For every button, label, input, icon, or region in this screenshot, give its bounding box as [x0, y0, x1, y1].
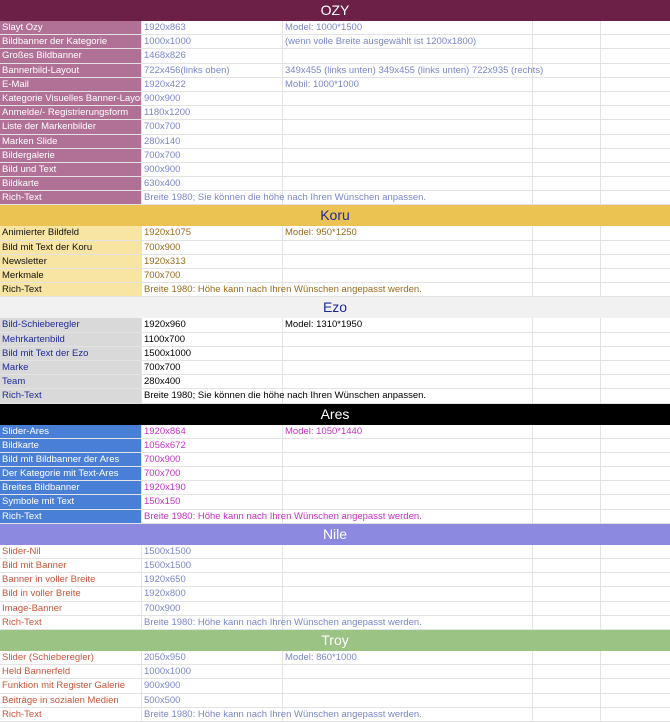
cell[interactable] [533, 92, 601, 105]
cell[interactable] [283, 135, 533, 148]
cell[interactable] [533, 375, 601, 388]
section-header[interactable]: Nile [0, 524, 670, 545]
cell[interactable]: 700x900 [142, 241, 283, 254]
row-label-cell[interactable]: Bild und Text [0, 163, 142, 176]
cell[interactable] [601, 495, 670, 508]
table-row [0, 510, 670, 524]
cell[interactable]: 1920x650 [142, 573, 283, 586]
cell[interactable]: Breite 1980: Höhe kann nach Ihren Wünschen angepasst werden. [144, 616, 422, 628]
cell[interactable]: 700x700 [142, 269, 283, 282]
cell[interactable] [283, 453, 533, 466]
cell[interactable]: 1920x864 [142, 425, 283, 438]
cell[interactable] [533, 545, 601, 558]
cell[interactable] [283, 573, 533, 586]
row-label-cell[interactable]: Merkmale [0, 269, 142, 282]
cell[interactable] [283, 347, 533, 360]
table-row [0, 64, 670, 78]
cell[interactable] [283, 481, 533, 494]
cell[interactable]: 1056x672 [142, 439, 283, 452]
cell[interactable]: Model: 1000*1500 [283, 21, 533, 34]
cell[interactable]: Breite 1980: Höhe kann nach Ihren Wünschen angepasst werden. [144, 510, 422, 522]
cell[interactable] [601, 559, 670, 572]
section-header[interactable]: Troy [0, 630, 670, 651]
cell[interactable] [601, 453, 670, 466]
cell[interactable] [533, 361, 601, 374]
cell[interactable] [283, 616, 533, 629]
cell[interactable]: 1920x313 [142, 255, 283, 268]
table-row [0, 439, 670, 453]
table-row [0, 135, 670, 149]
section-ozy [0, 0, 670, 205]
cell[interactable] [533, 64, 601, 77]
cell[interactable] [283, 177, 533, 190]
row-label-cell[interactable]: Kategorie Visuelles Banner-Layout [2, 92, 149, 104]
cell[interactable]: 280x400 [142, 375, 283, 388]
table-row [0, 453, 670, 467]
cell[interactable] [283, 49, 533, 62]
cell[interactable] [533, 481, 601, 494]
cell[interactable] [533, 318, 601, 331]
cell[interactable] [533, 106, 601, 119]
cell[interactable] [601, 375, 670, 388]
row-label-cell[interactable]: Marken Slide [0, 135, 142, 148]
cell[interactable]: 349x455 (links unten) 349x455 (links unten) 722x935 (rechts) [285, 64, 544, 76]
cell[interactable] [601, 510, 670, 523]
cell[interactable]: Model: 950*1250 [283, 226, 533, 239]
cell[interactable]: 1920x190 [142, 481, 283, 494]
cell[interactable] [283, 283, 533, 296]
row-label-cell[interactable]: Bildbanner der Kategorie [0, 35, 142, 48]
cell[interactable]: (wenn volle Breite ausgewählt ist 1200x1800) [283, 35, 533, 48]
cell[interactable] [533, 149, 601, 162]
row-label-cell[interactable]: Slider-Nil [0, 545, 142, 558]
cell[interactable] [533, 269, 601, 282]
cell[interactable] [533, 177, 601, 190]
cell[interactable] [283, 559, 533, 572]
cell[interactable] [601, 694, 670, 707]
cell[interactable] [601, 333, 670, 346]
cell[interactable]: 280x140 [142, 135, 283, 148]
cell[interactable] [533, 679, 601, 692]
cell[interactable]: 700x900 [142, 602, 283, 615]
row-label-cell[interactable]: Rich-Text [0, 616, 142, 629]
cell[interactable]: 700x700 [142, 120, 283, 133]
cell[interactable] [533, 510, 601, 523]
table-row [0, 21, 670, 35]
cell[interactable]: Model: 1310*1950 [283, 318, 533, 331]
cell[interactable]: 1100x700 [142, 333, 283, 346]
table-row [0, 92, 670, 106]
cell[interactable] [533, 78, 601, 91]
cell[interactable] [283, 191, 533, 204]
cell[interactable] [533, 694, 601, 707]
cell[interactable] [533, 495, 601, 508]
cell[interactable] [533, 708, 601, 721]
table-row [0, 191, 670, 205]
row-label-cell[interactable]: Bild mit Bildbanner der Ares [0, 453, 142, 466]
table-row [0, 35, 670, 49]
cell[interactable] [283, 665, 533, 678]
cell[interactable] [601, 269, 670, 282]
row-label-cell[interactable]: Der Kategorie mit Text-Ares [0, 467, 142, 480]
row-label-cell[interactable]: E-Mail [0, 78, 142, 91]
table-row [0, 425, 670, 439]
row-label-cell[interactable]: Newsletter [0, 255, 142, 268]
cell[interactable]: 1920x960 [142, 318, 283, 331]
cell[interactable] [533, 191, 601, 204]
cell[interactable] [533, 226, 601, 239]
cell[interactable]: 1920x1075 [142, 226, 283, 239]
cell[interactable]: 722x456(links oben) [142, 64, 283, 77]
cell[interactable] [283, 510, 533, 523]
cell[interactable] [533, 283, 601, 296]
cell[interactable]: 900x900 [142, 92, 283, 105]
cell[interactable]: 1468x826 [142, 49, 283, 62]
cell[interactable] [533, 21, 601, 34]
cell[interactable] [283, 545, 533, 558]
row-label-cell[interactable]: Liste der Markenbilder [0, 120, 142, 133]
cell[interactable] [533, 439, 601, 452]
row-label-cell[interactable]: Großes Bildbanner [0, 49, 142, 62]
table-row [0, 106, 670, 120]
cell[interactable] [283, 149, 533, 162]
cell[interactable] [283, 495, 533, 508]
section-nile [0, 524, 670, 630]
cell[interactable] [601, 255, 670, 268]
cell[interactable] [283, 602, 533, 615]
section-header[interactable]: Ares [0, 404, 670, 425]
cell[interactable] [601, 587, 670, 600]
row-label-cell[interactable]: Bildkarte [0, 177, 142, 190]
section-header[interactable]: OZY [0, 0, 670, 21]
cell[interactable] [533, 587, 601, 600]
cell[interactable] [283, 375, 533, 388]
row-label-cell[interactable]: Bild mit Banner [0, 559, 142, 572]
row-label-cell[interactable]: Animierter Bildfeld [0, 226, 142, 239]
row-label-cell[interactable]: Slider (Schieberegler) [0, 651, 142, 664]
cell[interactable]: 1500x1500 [142, 559, 283, 572]
cell[interactable] [283, 106, 533, 119]
table-row [0, 708, 670, 722]
cell[interactable] [601, 78, 670, 91]
row-label-cell[interactable]: Breites Bildbanner [0, 481, 142, 494]
table-row [0, 241, 670, 255]
cell[interactable]: 150x150 [142, 495, 283, 508]
table-row [0, 226, 670, 240]
table-row [0, 495, 670, 509]
cell[interactable] [283, 439, 533, 452]
cell[interactable] [283, 241, 533, 254]
table-row [0, 333, 670, 347]
table-row [0, 602, 670, 616]
row-label-cell[interactable]: Rich-Text [0, 708, 142, 721]
cell[interactable] [601, 439, 670, 452]
table-row [0, 651, 670, 665]
cell[interactable] [533, 255, 601, 268]
row-label-cell[interactable]: Bannerbild-Layout [0, 64, 142, 77]
row-label-cell[interactable]: Bild mit Text der Ezo [0, 347, 142, 360]
row-label-cell[interactable]: Funktion mit Register Galerie [0, 679, 142, 692]
row-label-cell[interactable]: Bildkarte [0, 439, 142, 452]
cell[interactable]: Breite 1980: Höhe kann nach Ihren Wünschen angepasst werden. [144, 708, 422, 720]
cell[interactable] [601, 573, 670, 586]
cell[interactable]: Breite 1980; Sie können die höhe nach Ihren Wünschen anpassen. [144, 390, 427, 402]
cell[interactable] [601, 106, 670, 119]
cell[interactable] [601, 318, 670, 331]
cell[interactable] [601, 602, 670, 615]
row-label-cell[interactable]: Beiträge in sozialen Medien [0, 694, 142, 707]
cell[interactable] [601, 283, 670, 296]
cell[interactable] [601, 347, 670, 360]
cell[interactable]: 700x900 [142, 453, 283, 466]
table-row [0, 467, 670, 481]
cell[interactable] [601, 241, 670, 254]
table-row [0, 347, 670, 361]
cell[interactable] [283, 255, 533, 268]
cell[interactable] [601, 481, 670, 494]
cell[interactable] [533, 573, 601, 586]
cell[interactable] [601, 389, 670, 402]
cell[interactable] [533, 389, 601, 402]
cell[interactable]: 1500x1500 [142, 545, 283, 558]
table-row [0, 49, 670, 63]
cell[interactable] [601, 665, 670, 678]
row-label-cell[interactable]: Bild mit Text der Koru [0, 241, 142, 254]
row-label-cell[interactable]: Rich-Text [0, 191, 142, 204]
table-row [0, 269, 670, 283]
row-label-cell[interactable]: Anmelde/- Registrierungsform [0, 106, 142, 119]
row-label-cell[interactable]: Rich-Text [0, 389, 142, 402]
cell[interactable] [601, 467, 670, 480]
cell[interactable] [533, 35, 601, 48]
cell[interactable] [601, 425, 670, 438]
cell[interactable]: 700x700 [142, 361, 283, 374]
table-row [0, 375, 670, 389]
row-label-cell[interactable]: Rich-Text [0, 510, 142, 523]
cell[interactable] [601, 92, 670, 105]
table-row [0, 679, 670, 693]
cell[interactable]: Breite 1980; Sie können die höhe nach Ihren Wünschen anpassen. [144, 192, 427, 204]
cell[interactable] [601, 21, 670, 34]
table-row [0, 587, 670, 601]
row-label-cell[interactable]: Symbole mit Text [0, 495, 142, 508]
cell[interactable] [601, 679, 670, 692]
table-row [0, 120, 670, 134]
table-row [0, 665, 670, 679]
row-label-cell[interactable]: Team [0, 375, 142, 388]
table-row [0, 78, 670, 92]
cell[interactable] [533, 602, 601, 615]
cell[interactable] [533, 135, 601, 148]
cell[interactable]: Model: 860*1000 [283, 651, 533, 664]
cell[interactable] [283, 679, 533, 692]
cell[interactable]: 700x700 [142, 149, 283, 162]
cell[interactable] [283, 269, 533, 282]
cell[interactable]: 900x900 [142, 163, 283, 176]
cell[interactable] [533, 120, 601, 133]
cell[interactable] [601, 120, 670, 133]
section-ezo [0, 297, 670, 403]
row-label-cell[interactable]: Slider-Ares [0, 425, 142, 438]
section-header[interactable]: Ezo [0, 297, 670, 318]
cell[interactable]: Model: 1050*1440 [283, 425, 533, 438]
cell[interactable] [283, 467, 533, 480]
row-label-cell[interactable]: Mehrkartenbild [0, 333, 142, 346]
cell[interactable] [601, 708, 670, 721]
section-header[interactable]: Koru [0, 205, 670, 226]
cell[interactable] [601, 49, 670, 62]
cell[interactable] [283, 708, 533, 721]
cell[interactable] [601, 651, 670, 664]
table-row [0, 361, 670, 375]
cell[interactable]: 1920x863 [142, 21, 283, 34]
cell[interactable] [533, 665, 601, 678]
cell[interactable] [601, 163, 670, 176]
row-label-cell[interactable]: Bildergalerie [0, 149, 142, 162]
cell[interactable]: 630x400 [142, 177, 283, 190]
row-label-cell[interactable]: Rich-Text [0, 283, 142, 296]
cell[interactable] [283, 163, 533, 176]
cell[interactable]: 900x900 [142, 679, 283, 692]
table-row [0, 573, 670, 587]
row-label-cell[interactable]: Banner in voller Breite [0, 573, 142, 586]
table-row [0, 255, 670, 269]
row-label-cell[interactable]: Bild in voller Breite [0, 587, 142, 600]
row-label-cell[interactable]: Held Bannerfeld [0, 665, 142, 678]
section-koru [0, 205, 670, 297]
cell[interactable] [601, 191, 670, 204]
cell[interactable] [533, 559, 601, 572]
cell[interactable] [533, 425, 601, 438]
table-row [0, 694, 670, 708]
table-row [0, 149, 670, 163]
cell[interactable] [601, 545, 670, 558]
row-label-cell[interactable]: Slayt Ozy [0, 21, 142, 34]
cell[interactable] [601, 135, 670, 148]
cell[interactable] [601, 35, 670, 48]
cell[interactable] [533, 467, 601, 480]
cell[interactable]: Mobil: 1000*1000 [283, 78, 533, 91]
cell[interactable] [601, 616, 670, 629]
cell[interactable] [601, 177, 670, 190]
cell[interactable]: 500x500 [142, 694, 283, 707]
cell[interactable] [601, 149, 670, 162]
table-row [0, 283, 670, 297]
cell[interactable] [533, 453, 601, 466]
cell[interactable] [533, 333, 601, 346]
cell[interactable] [533, 241, 601, 254]
table-row [0, 616, 670, 630]
cell[interactable]: 700x700 [142, 467, 283, 480]
cell[interactable] [283, 587, 533, 600]
cell[interactable] [533, 651, 601, 664]
table-row [0, 545, 670, 559]
cell[interactable]: 1920x800 [142, 587, 283, 600]
row-label-cell[interactable]: Bild-Schieberegler [0, 318, 142, 331]
row-label-cell[interactable]: Marke [0, 361, 142, 374]
row-label-cell[interactable]: Image-Banner [0, 602, 142, 615]
section-ares [0, 404, 670, 524]
cell[interactable] [533, 347, 601, 360]
cell[interactable] [283, 361, 533, 374]
table-row [0, 481, 670, 495]
cell[interactable]: 1500x1000 [142, 347, 283, 360]
cell[interactable] [283, 120, 533, 133]
cell[interactable] [283, 694, 533, 707]
table-row [0, 559, 670, 573]
table-row [0, 177, 670, 191]
table-row [0, 318, 670, 332]
table-row [0, 163, 670, 177]
cell[interactable] [533, 49, 601, 62]
cell[interactable] [601, 226, 670, 239]
cell[interactable]: 1920x422 [142, 78, 283, 91]
cell[interactable]: 1000x1000 [142, 35, 283, 48]
cell[interactable] [283, 92, 533, 105]
cell[interactable]: 2050x950 [142, 651, 283, 664]
section-troy [0, 630, 670, 722]
cell[interactable]: 1180x1200 [142, 106, 283, 119]
cell[interactable] [283, 389, 533, 402]
cell[interactable] [601, 64, 670, 77]
cell[interactable] [283, 333, 533, 346]
table-row [0, 389, 670, 403]
cell[interactable]: 1000x1000 [142, 665, 283, 678]
cell[interactable] [533, 163, 601, 176]
cell[interactable] [533, 616, 601, 629]
cell[interactable] [601, 361, 670, 374]
cell[interactable]: Breite 1980: Höhe kann nach Ihren Wünschen angepasst werden. [144, 284, 422, 296]
